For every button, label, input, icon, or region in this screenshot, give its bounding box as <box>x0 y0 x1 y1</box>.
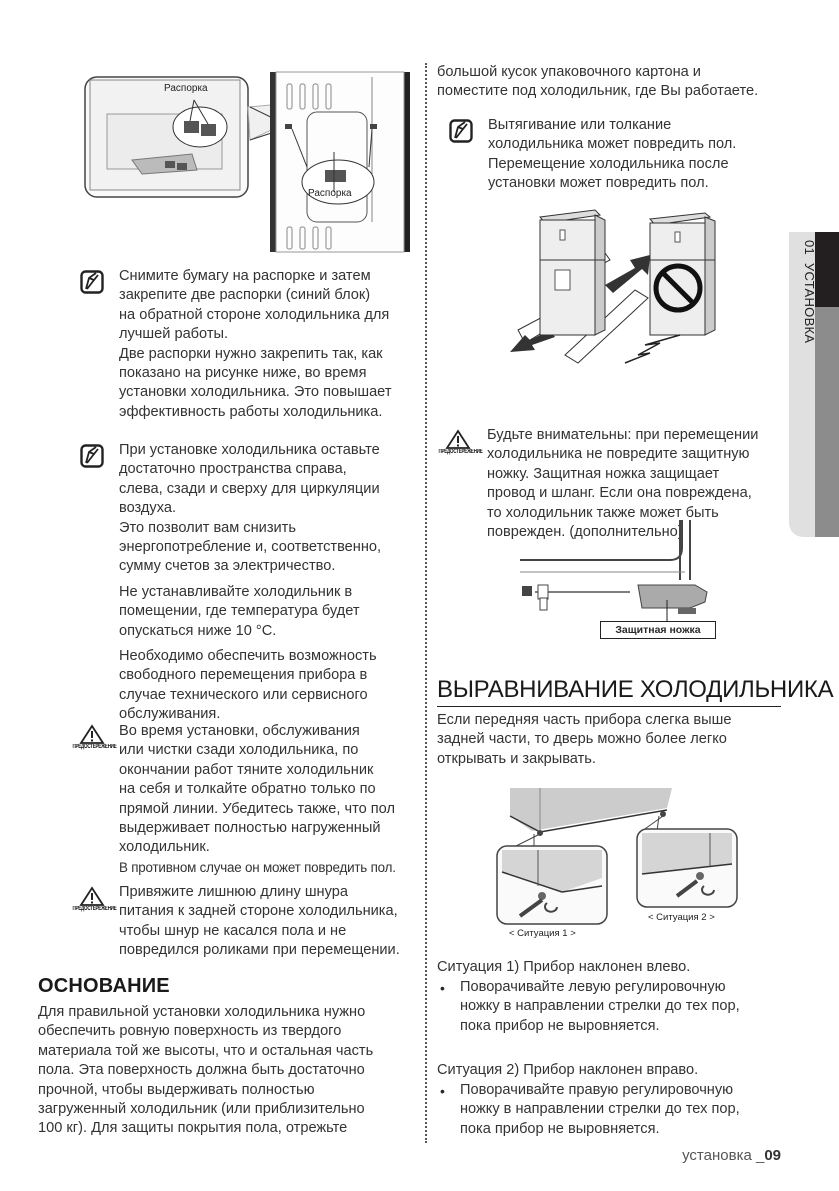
caution-label: ПРЕДОСТЕРЕЖЕНИЕ <box>72 906 117 912</box>
chapter-tab-strip <box>815 307 839 537</box>
note-icon <box>80 444 104 468</box>
leveling-figure <box>472 788 742 943</box>
caution-label: ПРЕДОСТЕРЕЖЕНИЕ <box>72 744 117 750</box>
caution-1-text: Во время установки, обслуживания или чистки сзади холодильника, по окончании работ тяните холодильник на себя и толкайте обратно только по прямой линии. Убедитесь также, что пол выдерживает полностью нагруженный холодильник. В противном случае он может повредить пол. <box>119 723 396 875</box>
chapter-tab-marker <box>815 232 839 307</box>
situation-2-caption: < Ситуация 2 > <box>648 912 715 923</box>
spacer-callout-top: Распорка <box>164 83 208 94</box>
note-1-text: Снимите бумагу на распорке и затем закрепите две распорки (синий блок) на обратной стороне холодильника для лучшей работы. Две распорки нужно закрепить так, как показано на рисунке ниже, во время установки холодильника. Это повышает эффективность работы холодильника. <box>119 268 392 420</box>
caution-icon <box>432 429 484 456</box>
footer-section: установка _ <box>682 1147 765 1164</box>
situation-1-text: Поворачивайте левую регулировочную ножку в направлении стрелки до тех пор, пока прибор не выровняется. <box>460 979 740 1034</box>
situation-2-heading: Ситуация 2) Прибор наклонен вправо. <box>437 1062 699 1078</box>
situation-1-caption: < Ситуация 1 > <box>509 928 576 939</box>
caution-label: ПРЕДОСТЕРЕЖЕНИЕ <box>438 449 483 455</box>
page-footer <box>682 1147 781 1164</box>
leveling-intro: Если передняя часть прибора слегка выше задней части, то дверь можно более легко открывать и закрывать. <box>437 712 732 767</box>
section-title-leveling: ВЫРАВНИВАНИЕ ХОЛОДИЛЬНИКА <box>437 676 834 703</box>
situation-1-heading: Ситуация 1) Прибор наклонен влево. <box>437 959 691 975</box>
bullet-icon: • <box>440 980 445 996</box>
page-number: 09 <box>764 1147 781 1164</box>
note-2-text: При установке холодильника оставьте достаточно пространства справа, слева, сзади и сверху для циркуляции воздуха. Это позволит вам снизить энергопотребление и, соответственно, сумму счетов за электричество. Не устанавливайте холодильник в помещении, где температура будет опускаться ниже 10 °C. Необходимо обеспечить возможность свободного перемещения прибора в случае технического или сервисного обслуживания. <box>119 442 382 723</box>
chapter-title: УСТАНОВКА <box>802 262 817 344</box>
caution-icon <box>66 886 118 913</box>
section-base-text: Для правильной установки холодильника нужно обеспечить ровную поверхность из твердого материала той же высоты, что и остальная часть пола. Эта поверхность должна быть достаточно прочной, чтобы выдерживать полностью загруженный холодильник (или приблизительно 100 кг). Для защиты покрытия пола, отрежьте <box>38 1004 374 1137</box>
caution-icon <box>66 724 118 751</box>
note-3-text: Вытягивание или толкание холодильника может повредить пол. Перемещение холодильника после установки может повредить пол. <box>488 117 737 192</box>
spacer-callout-bottom: Распорка <box>308 188 352 199</box>
continuation-text: большой кусок упаковочного картона и поместите под холодильник, где Вы работаете. <box>437 64 759 100</box>
chapter-tab-label <box>791 240 817 380</box>
section-title-base: ОСНОВАНИЕ <box>38 975 170 997</box>
caution-2-text: Привяжите лишнюю длину шнура питания к задней стороне холодильника, чтобы шнур не касался пола и не повредился роликами при перемещении. <box>119 884 400 959</box>
section-title-rule <box>437 706 781 707</box>
spacer-figure <box>82 62 422 257</box>
note-icon <box>449 119 473 143</box>
caution-3-text: Будьте внимательны: при перемещении холодильника не повредите защитную ножку. Защитная ножка защищает провод и шланг. Если она повреждена, то холодильник также может быть поврежден. (дополнительно) <box>487 427 759 541</box>
chapter-number: 01 <box>802 240 817 256</box>
moving-fridge-figure <box>510 205 720 370</box>
protective-leg-callout: Защитная ножка <box>600 621 716 639</box>
note-icon <box>80 270 104 294</box>
situation-2-text: Поворачивайте правую регулировочную ножку в направлении стрелки до тех пор, пока прибор не выровняется. <box>460 1082 740 1137</box>
bullet-icon: • <box>440 1083 445 1099</box>
protective-leg-figure <box>510 520 730 640</box>
column-divider <box>425 63 427 1143</box>
